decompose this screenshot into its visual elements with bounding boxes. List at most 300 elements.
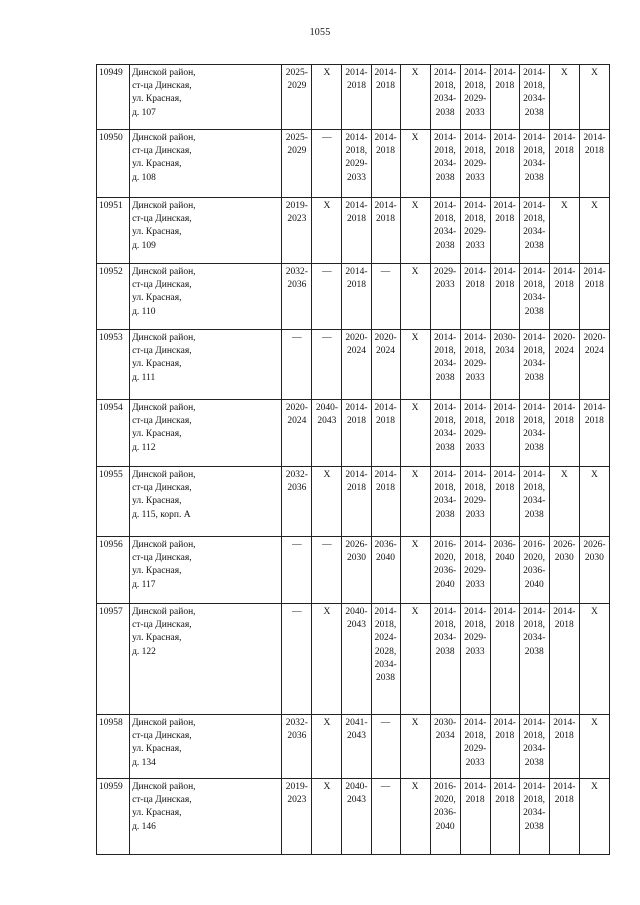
period-line: 2018 (495, 731, 515, 742)
period-line: 2018 (495, 146, 515, 157)
address-line: ст-ца Динская, (132, 553, 192, 564)
period-line: 2018 (495, 81, 515, 92)
period-line: 2018, (434, 483, 456, 494)
period-line: 2038 (524, 509, 544, 520)
period-line: 2034- (434, 159, 457, 170)
period-cell (342, 330, 371, 400)
period-line: 2020- (345, 333, 368, 343)
period-line: 2025- (285, 68, 308, 78)
address-line: ул. Красная, (132, 808, 182, 819)
table-row (97, 264, 610, 330)
table-row (97, 65, 610, 130)
address-line: д. 107 (132, 107, 156, 118)
period-line: 2033 (465, 172, 485, 183)
period-line: 2034- (523, 429, 546, 440)
period-line: 2014- (374, 133, 397, 143)
period-line: 2018, (464, 81, 486, 92)
period-line: 2016- (523, 540, 546, 550)
period-line: 2018, (464, 346, 486, 357)
table-body (97, 65, 610, 855)
period-line: 2014- (464, 718, 487, 728)
period-line: 2030 (554, 553, 574, 564)
address-line: Динской район, (132, 470, 196, 480)
period-line: 2043 (317, 416, 337, 427)
period-cell (579, 604, 609, 715)
period-line: 2014- (434, 68, 457, 78)
period-line: 2043 (346, 795, 366, 806)
period-cell (371, 604, 400, 715)
period-line: 2018 (495, 416, 515, 427)
row-number-cell: 10951 (97, 198, 130, 264)
address-cell (130, 65, 282, 130)
period-line: 2014- (553, 267, 576, 277)
period-line: X (590, 68, 598, 78)
row-number-cell: 10959 (97, 779, 130, 855)
period-line: 2038 (524, 372, 544, 383)
period-line: — (322, 333, 332, 343)
period-cell (342, 400, 371, 467)
period-line: 2018 (554, 280, 574, 291)
period-line: 2018 (584, 280, 604, 291)
period-line: X (411, 403, 419, 413)
period-cell (460, 330, 490, 400)
period-cell (312, 330, 342, 400)
table-row (97, 779, 610, 855)
period-cell (430, 65, 460, 130)
period-line: 2036 (287, 483, 307, 494)
table-row (97, 198, 610, 264)
period-line: 2030 (346, 553, 366, 564)
period-line: 2043 (346, 620, 366, 631)
address-cell (130, 779, 282, 855)
period-line: 2029- (464, 159, 487, 170)
period-cell (430, 779, 460, 855)
period-line: 2018 (554, 620, 574, 631)
period-cell (519, 400, 549, 467)
period-line: 2014- (464, 607, 487, 617)
period-line: 2034- (523, 94, 546, 105)
period-line: 2036- (374, 540, 397, 550)
period-line: 2029- (345, 159, 368, 170)
period-line: X (411, 333, 419, 343)
period-cell (430, 537, 460, 604)
period-cell (430, 264, 460, 330)
period-cell (400, 264, 430, 330)
period-cell (282, 264, 312, 330)
period-cell (579, 537, 609, 604)
address-line: ул. Красная, (132, 744, 182, 755)
period-cell (400, 198, 430, 264)
period-line: 2018, (464, 553, 486, 564)
period-line: 2033 (465, 107, 485, 118)
period-line: 2014- (493, 607, 516, 617)
period-cell (549, 604, 579, 715)
period-line: 2029- (464, 227, 487, 238)
period-line: X (411, 201, 419, 211)
period-cell (490, 264, 519, 330)
period-line: 2018, (434, 346, 456, 357)
period-line: 2018 (346, 214, 366, 225)
period-line: 2014- (583, 403, 606, 413)
period-line: 2023 (287, 214, 307, 225)
period-line: — (292, 333, 302, 343)
address-line: ул. Красная, (132, 566, 182, 577)
period-line: 2040- (345, 607, 368, 617)
period-cell (579, 330, 609, 400)
period-line: 2018, (434, 214, 456, 225)
period-line: 2014- (553, 782, 576, 792)
registry-table (96, 64, 610, 855)
period-cell (490, 65, 519, 130)
period-line: 2018 (346, 416, 366, 427)
period-line: 2038 (524, 757, 544, 768)
period-line: 2014- (434, 403, 457, 413)
period-line: 2034- (434, 227, 457, 238)
period-cell (282, 604, 312, 715)
address-line: Динской район, (132, 718, 196, 728)
table-row (97, 537, 610, 604)
period-cell (371, 779, 400, 855)
period-line: 2038 (524, 172, 544, 183)
period-line: 2034- (523, 359, 546, 370)
period-line: 2038 (435, 646, 455, 657)
period-line: 2040 (435, 821, 455, 832)
period-line: 2034- (523, 159, 546, 170)
period-line: 2024 (346, 346, 366, 357)
period-line: 2014- (464, 403, 487, 413)
period-cell (549, 330, 579, 400)
period-line: 2023 (287, 795, 307, 806)
period-line: 2018 (554, 146, 574, 157)
period-line: 2014- (553, 403, 576, 413)
address-line: д. 134 (132, 757, 156, 768)
period-line: 2018, (523, 620, 545, 631)
period-line: 2020, (434, 553, 456, 564)
period-line: 2018 (465, 280, 485, 291)
period-line: — (292, 540, 302, 550)
period-line: 2029- (464, 496, 487, 507)
period-line: 2014- (374, 403, 397, 413)
period-line: 2038 (435, 372, 455, 383)
period-line: 2026- (553, 540, 576, 550)
period-cell (312, 400, 342, 467)
period-line: X (411, 782, 419, 792)
period-line: X (411, 607, 419, 617)
period-cell (460, 264, 490, 330)
period-cell (430, 130, 460, 198)
period-cell (579, 715, 609, 779)
address-line: д. 109 (132, 240, 156, 251)
period-cell (490, 198, 519, 264)
period-line: X (411, 470, 419, 480)
period-cell (460, 604, 490, 715)
table-row (97, 715, 610, 779)
period-line: 2018, (464, 483, 486, 494)
period-line: 2040- (315, 403, 339, 413)
period-line: 2036 (287, 280, 307, 291)
row-number-cell: 10954 (97, 400, 130, 467)
period-line: 2018, (434, 146, 456, 157)
period-line: — (322, 267, 332, 277)
period-cell (490, 537, 519, 604)
period-cell (342, 537, 371, 604)
period-line: 2038 (435, 509, 455, 520)
period-line: 2018, (434, 620, 456, 631)
period-cell (519, 198, 549, 264)
period-line: X (323, 470, 331, 480)
period-cell (579, 467, 609, 537)
period-cell (579, 264, 609, 330)
period-line: — (380, 782, 391, 792)
period-line: 2036- (523, 566, 546, 577)
period-line: 2018 (495, 483, 515, 494)
period-cell (519, 264, 549, 330)
page-number: 1055 (309, 27, 331, 38)
period-line: 2034- (523, 808, 546, 819)
period-line: 2018, (464, 731, 486, 742)
period-line: 2038 (524, 442, 544, 453)
period-line: 2014- (493, 201, 516, 211)
address-line: ул. Красная, (132, 227, 182, 238)
address-line: ул. Красная, (132, 429, 182, 440)
period-cell (519, 779, 549, 855)
period-cell (430, 330, 460, 400)
period-line: 2014- (464, 133, 487, 143)
address-cell (130, 264, 282, 330)
period-line: 2034- (523, 744, 546, 755)
address-line: д. 117 (132, 579, 156, 590)
period-cell (371, 537, 400, 604)
period-cell (460, 715, 490, 779)
period-line: 2014- (523, 403, 546, 413)
period-line: 2018 (495, 214, 515, 225)
period-cell (400, 715, 430, 779)
address-line: д. 146 (132, 821, 156, 832)
period-cell (549, 264, 579, 330)
period-cell (312, 130, 342, 198)
period-line: 2019- (285, 201, 308, 211)
period-line: 2014- (523, 607, 546, 617)
period-line: 2033 (465, 442, 485, 453)
period-line: 2014- (434, 133, 457, 143)
period-cell (400, 330, 430, 400)
period-line: 2033 (465, 757, 485, 768)
period-cell (282, 467, 312, 537)
period-line: 2029- (434, 267, 457, 277)
period-line: 2018, (523, 731, 545, 742)
period-cell (579, 65, 609, 130)
period-line: X (411, 267, 419, 277)
row-number-cell: 10957 (97, 604, 130, 715)
period-cell (430, 715, 460, 779)
period-line: 2043 (346, 731, 366, 742)
period-line: 2034- (374, 659, 397, 670)
period-line: 2014- (523, 267, 546, 277)
period-cell (400, 779, 430, 855)
period-line: 2014- (464, 782, 487, 792)
period-cell (460, 198, 490, 264)
period-line: 2020- (583, 333, 606, 343)
period-cell (579, 400, 609, 467)
period-line: 2024 (287, 416, 307, 427)
period-line: 2018 (554, 416, 574, 427)
period-cell (490, 779, 519, 855)
period-cell (342, 264, 371, 330)
period-cell (490, 330, 519, 400)
period-cell (549, 537, 579, 604)
period-line: 2034- (434, 429, 457, 440)
period-line: 2040 (435, 579, 455, 590)
period-line: 2014- (374, 68, 397, 78)
period-line: 2018 (376, 81, 396, 92)
period-line: 2014- (464, 333, 487, 343)
period-line: 2018, (464, 214, 486, 225)
period-cell (312, 715, 342, 779)
address-cell (130, 130, 282, 198)
period-cell (490, 400, 519, 467)
period-line: 2014- (493, 133, 516, 143)
period-line: 2018, (434, 81, 456, 92)
period-line: 2018, (523, 483, 545, 494)
period-line: 2038 (524, 107, 544, 118)
period-cell (282, 400, 312, 467)
period-line: 2018 (554, 731, 574, 742)
address-line: д. 115, корп. А (132, 509, 191, 520)
period-line: 2020- (374, 333, 397, 343)
period-cell (519, 604, 549, 715)
period-line: 2014- (493, 267, 516, 277)
period-line: 2030- (434, 718, 457, 728)
period-cell (519, 715, 549, 779)
period-line: 2014- (553, 607, 576, 617)
period-line: 2029- (464, 566, 487, 577)
period-line: 2038 (524, 306, 544, 317)
period-cell (342, 715, 371, 779)
period-line: 2018, (464, 146, 486, 157)
period-cell (282, 65, 312, 130)
period-line: 2038 (435, 107, 455, 118)
period-line: 2036 (287, 731, 307, 742)
period-cell (371, 130, 400, 198)
period-line: 2029- (464, 744, 487, 755)
period-cell (460, 65, 490, 130)
period-cell (460, 467, 490, 537)
period-line: 2014- (493, 718, 516, 728)
period-line: 2040 (524, 579, 544, 590)
period-cell (342, 65, 371, 130)
period-line: 2014- (464, 267, 487, 277)
period-cell (579, 779, 609, 855)
address-cell (130, 537, 282, 604)
period-line: X (590, 201, 598, 211)
period-line: 2030 (584, 553, 604, 564)
period-line: 2034 (435, 731, 455, 742)
period-cell (519, 65, 549, 130)
period-line: 2014- (434, 470, 457, 480)
address-line: Динской район, (132, 201, 196, 211)
period-line: 2018, (464, 416, 486, 427)
period-line: 2018, (523, 416, 545, 427)
period-cell (549, 65, 579, 130)
period-cell (312, 467, 342, 537)
period-cell (430, 198, 460, 264)
period-line: 2018, (464, 620, 486, 631)
period-line: 2034- (523, 293, 546, 304)
address-cell (130, 400, 282, 467)
period-line: 2014- (493, 68, 516, 78)
period-line: 2026- (345, 540, 368, 550)
period-line: 2034- (523, 633, 546, 644)
period-line: 2016- (434, 782, 457, 792)
period-line: 2020, (434, 795, 456, 806)
period-line: 2029- (464, 94, 487, 105)
period-line: X (560, 470, 568, 480)
period-cell (490, 467, 519, 537)
period-cell (312, 65, 342, 130)
period-line: 2028, (374, 646, 397, 657)
period-line: 2014- (553, 718, 576, 728)
period-line: 2029- (464, 359, 487, 370)
period-line: 2018, (523, 280, 545, 291)
period-line: 2033 (346, 172, 366, 183)
period-line: 2019- (285, 782, 308, 792)
period-line: 2018 (465, 795, 485, 806)
address-line: д. 122 (132, 646, 156, 657)
period-cell (400, 65, 430, 130)
period-line: 2018 (346, 81, 366, 92)
period-cell (282, 779, 312, 855)
period-cell (342, 779, 371, 855)
period-line: X (590, 782, 598, 792)
period-cell (312, 264, 342, 330)
address-cell (130, 604, 282, 715)
address-line: ст-ца Динская, (132, 483, 192, 494)
address-line: ст-ца Динская, (132, 146, 192, 157)
period-line: X (590, 470, 598, 480)
period-line: 2034- (523, 227, 546, 238)
address-line: д. 108 (132, 172, 156, 183)
period-line: 2014- (493, 470, 516, 480)
period-cell (312, 779, 342, 855)
period-cell (282, 715, 312, 779)
period-cell (519, 537, 549, 604)
period-line: 2024 (554, 346, 574, 357)
address-line: Динской район, (132, 133, 196, 143)
period-cell (430, 604, 460, 715)
period-line: 2033 (435, 280, 455, 291)
period-line: 2014- (464, 540, 487, 550)
period-line: 2036- (434, 808, 457, 819)
address-line: ул. Красная, (132, 359, 182, 370)
address-cell (130, 467, 282, 537)
period-cell (519, 330, 549, 400)
period-line: — (292, 607, 302, 617)
address-line: Динской район, (132, 68, 196, 78)
row-number-cell: 10958 (97, 715, 130, 779)
period-line: 2014- (345, 470, 368, 480)
period-line: 2040 (376, 553, 396, 564)
period-line: 2014- (345, 133, 368, 143)
period-cell (342, 198, 371, 264)
address-line: Динской район, (132, 782, 196, 792)
period-line: 2040- (345, 782, 368, 792)
period-cell (400, 467, 430, 537)
period-line: 2038 (435, 240, 455, 251)
address-line: Динской район, (132, 540, 196, 550)
period-line: 2033 (465, 509, 485, 520)
period-cell (371, 198, 400, 264)
period-cell (460, 537, 490, 604)
